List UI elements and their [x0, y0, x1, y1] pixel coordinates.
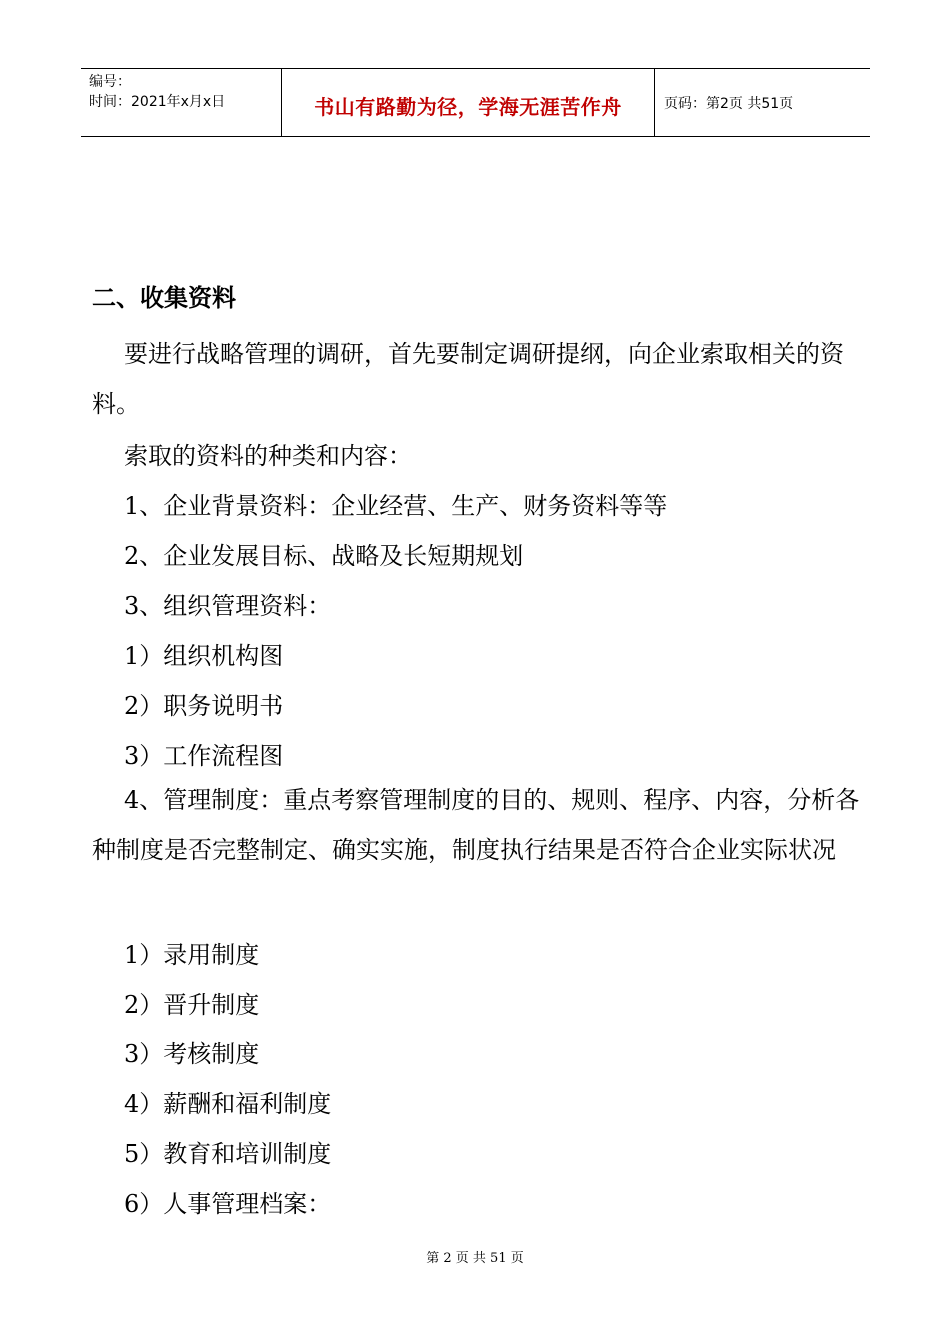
sub-item: 3）考核制度	[124, 1040, 260, 1068]
list-line: 1）组织机构图	[124, 642, 284, 670]
list-line: 3、组织管理资料：	[124, 592, 332, 620]
sub-item: 4）薪酬和福利制度	[124, 1090, 332, 1118]
page-info: 页码：第2页 共51页	[664, 96, 794, 112]
sub-item: 5）教育和培训制度	[124, 1140, 332, 1168]
page-footer: 第 2 页 共 51 页	[426, 1251, 524, 1266]
list-line: 1、企业背景资料：企业经营、生产、财务资料等等	[124, 492, 668, 520]
motto-text: 书山有路勤为径，学海无涯苦作舟	[314, 95, 622, 119]
header-motto-cell	[281, 69, 655, 136]
list-line: 3）工作流程图	[124, 742, 284, 770]
number-label: 编号：	[89, 74, 131, 90]
header-page-cell	[655, 69, 870, 136]
time-label: 时间：2021年x月x日	[89, 94, 226, 110]
document-header	[81, 68, 870, 137]
list-line: 索取的资料的种类和内容：	[124, 442, 412, 470]
sub-item: 2）晋升制度	[124, 991, 260, 1019]
sub-item: 6）人事管理档案：	[124, 1190, 332, 1218]
section-heading: 二、收集资料	[92, 284, 236, 312]
list-line: 2、企业发展目标、战略及长短期规划	[124, 542, 524, 570]
header-meta-cell	[81, 69, 281, 136]
intro-paragraph: 要进行战略管理的调研，首先要制定调研提纲，向企业索取相关的资料。	[92, 340, 844, 418]
management-paragraph: 4、管理制度：重点考察管理制度的目的、规则、程序、内容，分析各种制度是否完整制定、确实实施，制度执行结果是否符合企业实际状况	[92, 786, 860, 864]
sub-item: 1）录用制度	[124, 941, 260, 969]
list-line: 2）职务说明书	[124, 692, 284, 720]
